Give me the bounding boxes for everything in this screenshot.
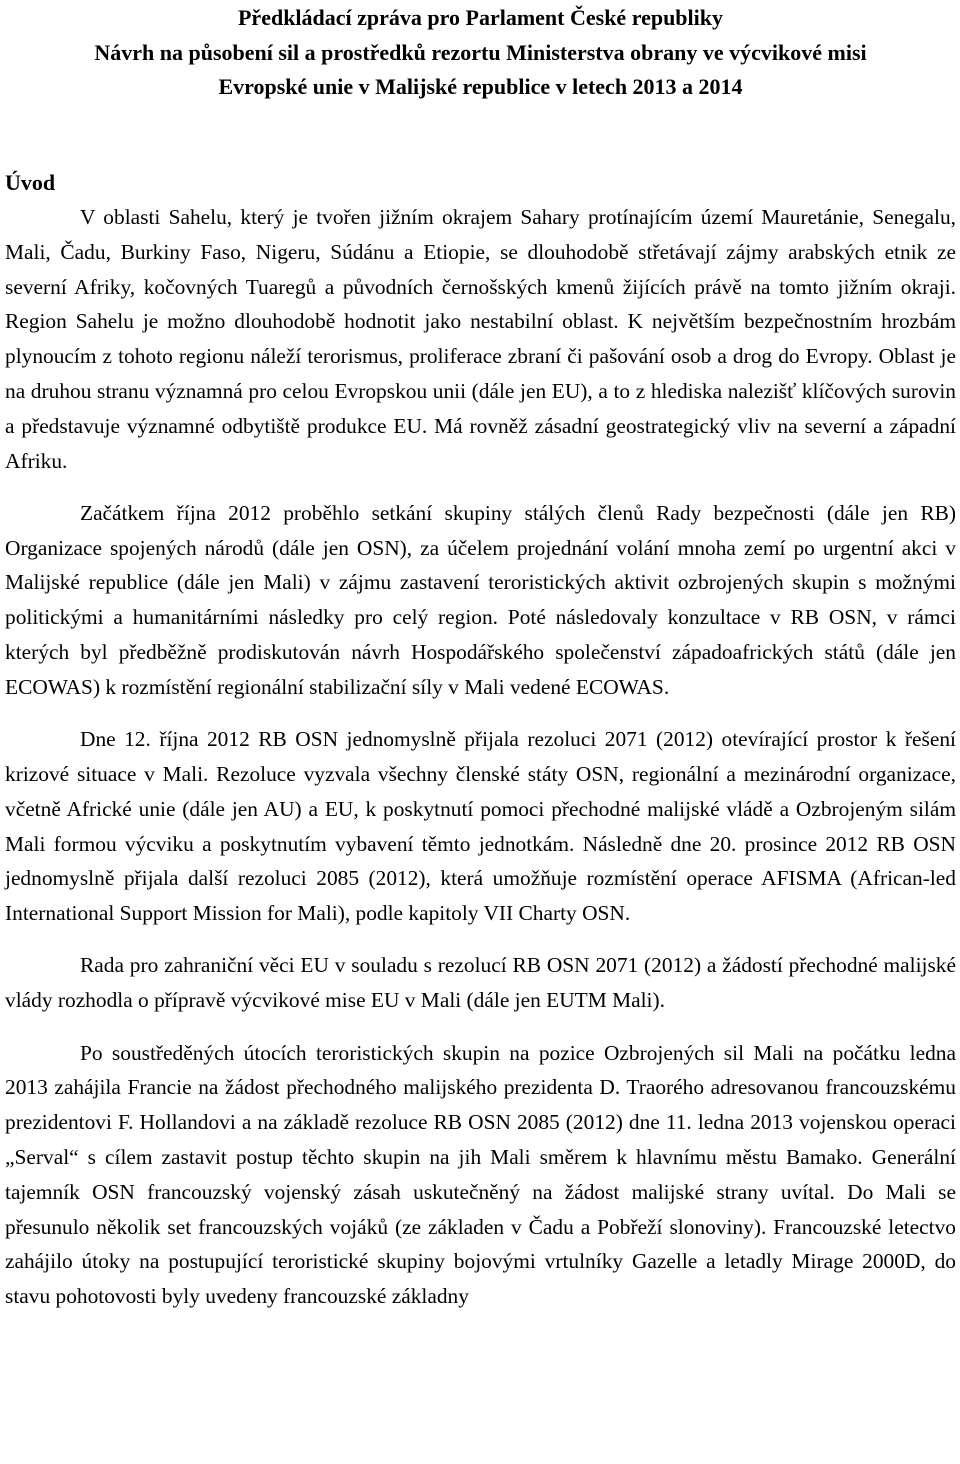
paragraph-4: Rada pro zahraniční věci EU v souladu s rezolucí RB OSN 2071 (2012) a žádostí přechodné malijské vlády rozhodla o přípravě výcvikové mise EU v Mali (dále jen EUTM Mali). <box>5 953 956 1013</box>
paragraph-2: Začátkem října 2012 proběhlo setkání skupiny stálých členů Rady bezpečnosti (dále jen RB) Organizace spojených národů (dále jen OSN), za účelem projednání volání mnoha zemí po urgentní akci v Malijské republice (dále jen Mali) v zájmu zastavení teroristických aktivit ozbrojených skupin s možnými politickými a humanitárními následky pro celý region. Poté následovaly konzultace v RB OSN, v rámci kterých byl předběžně prodiskutován návrh Hospodářského společenství západoafrických států (dále jen ECOWAS) k rozmístění regionální stabilizační síly v Mali vedené ECOWAS. <box>5 500 956 699</box>
paragraph-3: Dne 12. října 2012 RB OSN jednomyslně přijala rezoluci 2071 (2012) otevírající prostor k řešení krizové situace v Mali. Rezoluce vyzvala všechny členské státy OSN, regionální a mezinárodní organizace, včetně Africké unie (dále jen AU) a EU, k poskytnutí pomoci přechodné malijské vládě a Ozbrojeným silám Mali formou výcviku a poskytnutím vybavení těmto jednotkám. Následně dne 20. prosince 2012 RB OSN jednomyslně přijala další rezoluci 2085 (2012), která umožňuje rozmístění operace AFISMA (African-led International Support Mission for Mali), podle kapitoly VII Charty OSN. <box>5 727 956 926</box>
paragraph-5: Po soustředěných útocích teroristických skupin na pozice Ozbrojených sil Mali na počátku ledna 2013 zahájila Francie na žádost přechodného malijského prezidenta D. Traorého adresovanou francouzskému prezidentovi F. Hollandovi a na základě rezoluce RB OSN 2085 (2012) dne 11. ledna 2013 vojenskou operaci „Serval“ s cílem zastavit postup těchto skupin na jih Mali směrem k hlavnímu městu Bamako. Generální tajemník OSN francouzský vojenský zásah uskutečněný na žádost malijské strany uvítal. Do Mali se přesunulo několik set francouzských vojáků (ze základen v Čadu a Pobřeží slonoviny). Francouzské letectvo zahájilo útoky na postupující teroristické skupiny bojovými vrtulníky Gazelle a letadly Mirage 2000D, do stavu pohotovosti byly uvedeny francouzské základny <box>5 1040 956 1309</box>
title-line-3: Evropské unie v Malijské republice v letech 2013 a 2014 <box>218 74 743 99</box>
document-title <box>5 1 956 105</box>
title-line-1: Předkládací zpráva pro Parlament České republiky <box>237 5 723 30</box>
title-line-2: Návrh na působení sil a prostředků rezortu Ministerstva obrany ve výcvikové misi <box>94 39 867 65</box>
section-heading: Úvod <box>5 169 56 195</box>
paragraph-1: V oblasti Sahelu, který je tvořen jižním okrajem Sahary protínajícím území Mauretánie, Senegalu, Mali, Čadu, Burkiny Faso, Nigeru, Súdánu a Etiopie, se dlouhodobě střetávají zájmy arabských etnik ze severní Afriky, kočovných Tuaregů a původních černošských kmenů žijících právě na tomto jižním okraji. Region Sahelu je možno dlouhodobě hodnotit jako nestabilní oblast. K největším bezpečnostním hrozbám plynoucím z tohoto regionu náleží terorismus, proliferace zbraní či pašování osob a drog do Evropy. Oblast je na druhou stranu významná pro celou Evropskou unii (dále jen EU), a to z hlediska nalezišť klíčových surovin a představuje významné odbytiště produkce EU. Má rovněž zásadní geostrategický vliv na severní a západní Afriku. <box>5 205 956 473</box>
